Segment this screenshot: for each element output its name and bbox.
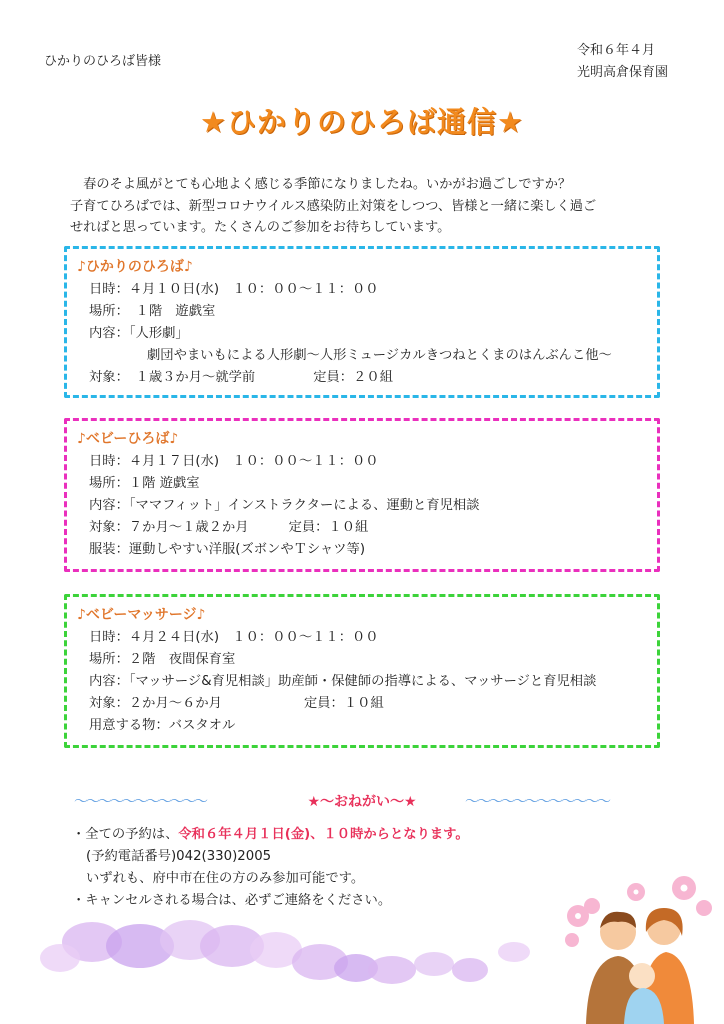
event-box-hikari-hiroba xyxy=(64,246,660,398)
bubble-shape xyxy=(40,944,80,972)
newsletter-title: ★ひかりのひろば通信★ xyxy=(200,105,524,139)
flower-shape xyxy=(696,900,712,916)
event-target: 対象：７か月～１歳２か月 xyxy=(89,520,249,535)
event-datetime: 日時：４月１０日(水) １０：００～１１：００ xyxy=(89,282,379,297)
event-capacity: 定員：１０組 xyxy=(288,520,369,535)
bubble-shape xyxy=(498,942,530,962)
intro-line: せればと思っています。たくさんのご参加をお待ちしています。 xyxy=(70,220,451,235)
event-place: 場所：１階 遊戯室 xyxy=(89,476,200,491)
event-datetime: 日時：４月１７日(水) １０：００～１１：００ xyxy=(89,454,379,469)
event-place: 場所：２階 夜間保育室 xyxy=(89,652,236,667)
requests-heading-row xyxy=(0,791,724,813)
baby-head xyxy=(629,963,655,989)
note-reservation-prefix: ・全ての予約は、 xyxy=(72,827,179,842)
bubble-decoration xyxy=(0,900,560,1024)
flower-shape xyxy=(565,933,579,947)
event-target: 対象： １歳３か月～就学前 xyxy=(89,370,256,385)
event-target-row xyxy=(77,517,647,539)
event-title: ♪ベビーひろば♪ xyxy=(77,431,179,447)
flower-center xyxy=(681,885,688,892)
event-capacity: 定員：１０組 xyxy=(303,696,384,711)
event-content: 内容：「人形劇」 xyxy=(89,326,189,341)
addressee: ひかりのひろば皆様 xyxy=(44,54,162,69)
issue-date: 令和６年４月 xyxy=(576,43,655,58)
event-clothing: 服装：運動しやすい洋服(ズボンやＴシャツ等) xyxy=(89,542,366,557)
family-illustration xyxy=(552,876,724,1024)
event-datetime: 日時：４月２４日(水) １０：００～１１：００ xyxy=(89,630,379,645)
intro-line: 子育てひろばでは、新型コロナウイルス感染防止対策をしつつ、皆様と一緒に楽しく過ご xyxy=(70,198,597,214)
flower-center xyxy=(634,890,639,895)
note-phone: (予約電話番号)042(330)2005 xyxy=(86,849,272,864)
bubble-shape xyxy=(368,956,416,984)
tilde-decoration-left: ～～～～～～～～～～～ xyxy=(74,794,206,810)
event-content: 内容：「マッサージ&育児相談」助産師・保健師の指導による、マッサージと育児相談 xyxy=(89,674,597,689)
requests-heading: ★～おねがい～★ xyxy=(307,794,417,810)
requests-notes xyxy=(72,824,592,912)
intro-line: 春のそよ風がとても心地よく感じる季節になりましたね。いかがお過ごしですか？ xyxy=(70,177,572,192)
event-box-baby-massage xyxy=(64,594,660,748)
intro-paragraph xyxy=(70,174,666,239)
note-reservation xyxy=(72,824,592,846)
event-content: 内容：「ママフィット」インストラクターによる、運動と育児相談 xyxy=(89,498,480,513)
event-target: 対象：２か月～６か月 xyxy=(89,696,222,711)
event-capacity: 定員：２０組 xyxy=(313,370,393,385)
event-target-row xyxy=(77,693,647,715)
flower-shape xyxy=(584,898,600,914)
bubble-shape xyxy=(452,958,488,982)
tilde-decoration-right: ～～～～～～～～～～～～ xyxy=(465,794,609,810)
event-box-baby-hiroba xyxy=(64,418,660,572)
bubble-shape xyxy=(414,952,454,976)
event-content-detail: 劇団やまいもによる人形劇～人形ミュージカルきつねとくまのはんぶんこ他～ xyxy=(147,348,612,363)
note-reservation-date: 令和６年４月１日(金)、１０時からとなります。 xyxy=(178,827,469,842)
event-bring-items: 用意する物：バスタオル xyxy=(89,718,236,733)
event-target-row xyxy=(77,367,647,389)
note-cancel: ・キャンセルされる場合は、必ずご連絡をください。 xyxy=(72,893,392,908)
header-meta xyxy=(577,40,668,84)
event-title: ♪ベビーマッサージ♪ xyxy=(77,607,206,623)
organization-name: 光明高倉保育園 xyxy=(576,65,668,80)
note-residents: いずれも、府中市在住の方のみ参加可能です。 xyxy=(86,871,365,886)
event-title: ♪ひかりのひろば♪ xyxy=(77,259,193,275)
event-place: 場所： １階 遊戯室 xyxy=(89,304,216,319)
flower-center xyxy=(575,913,581,919)
